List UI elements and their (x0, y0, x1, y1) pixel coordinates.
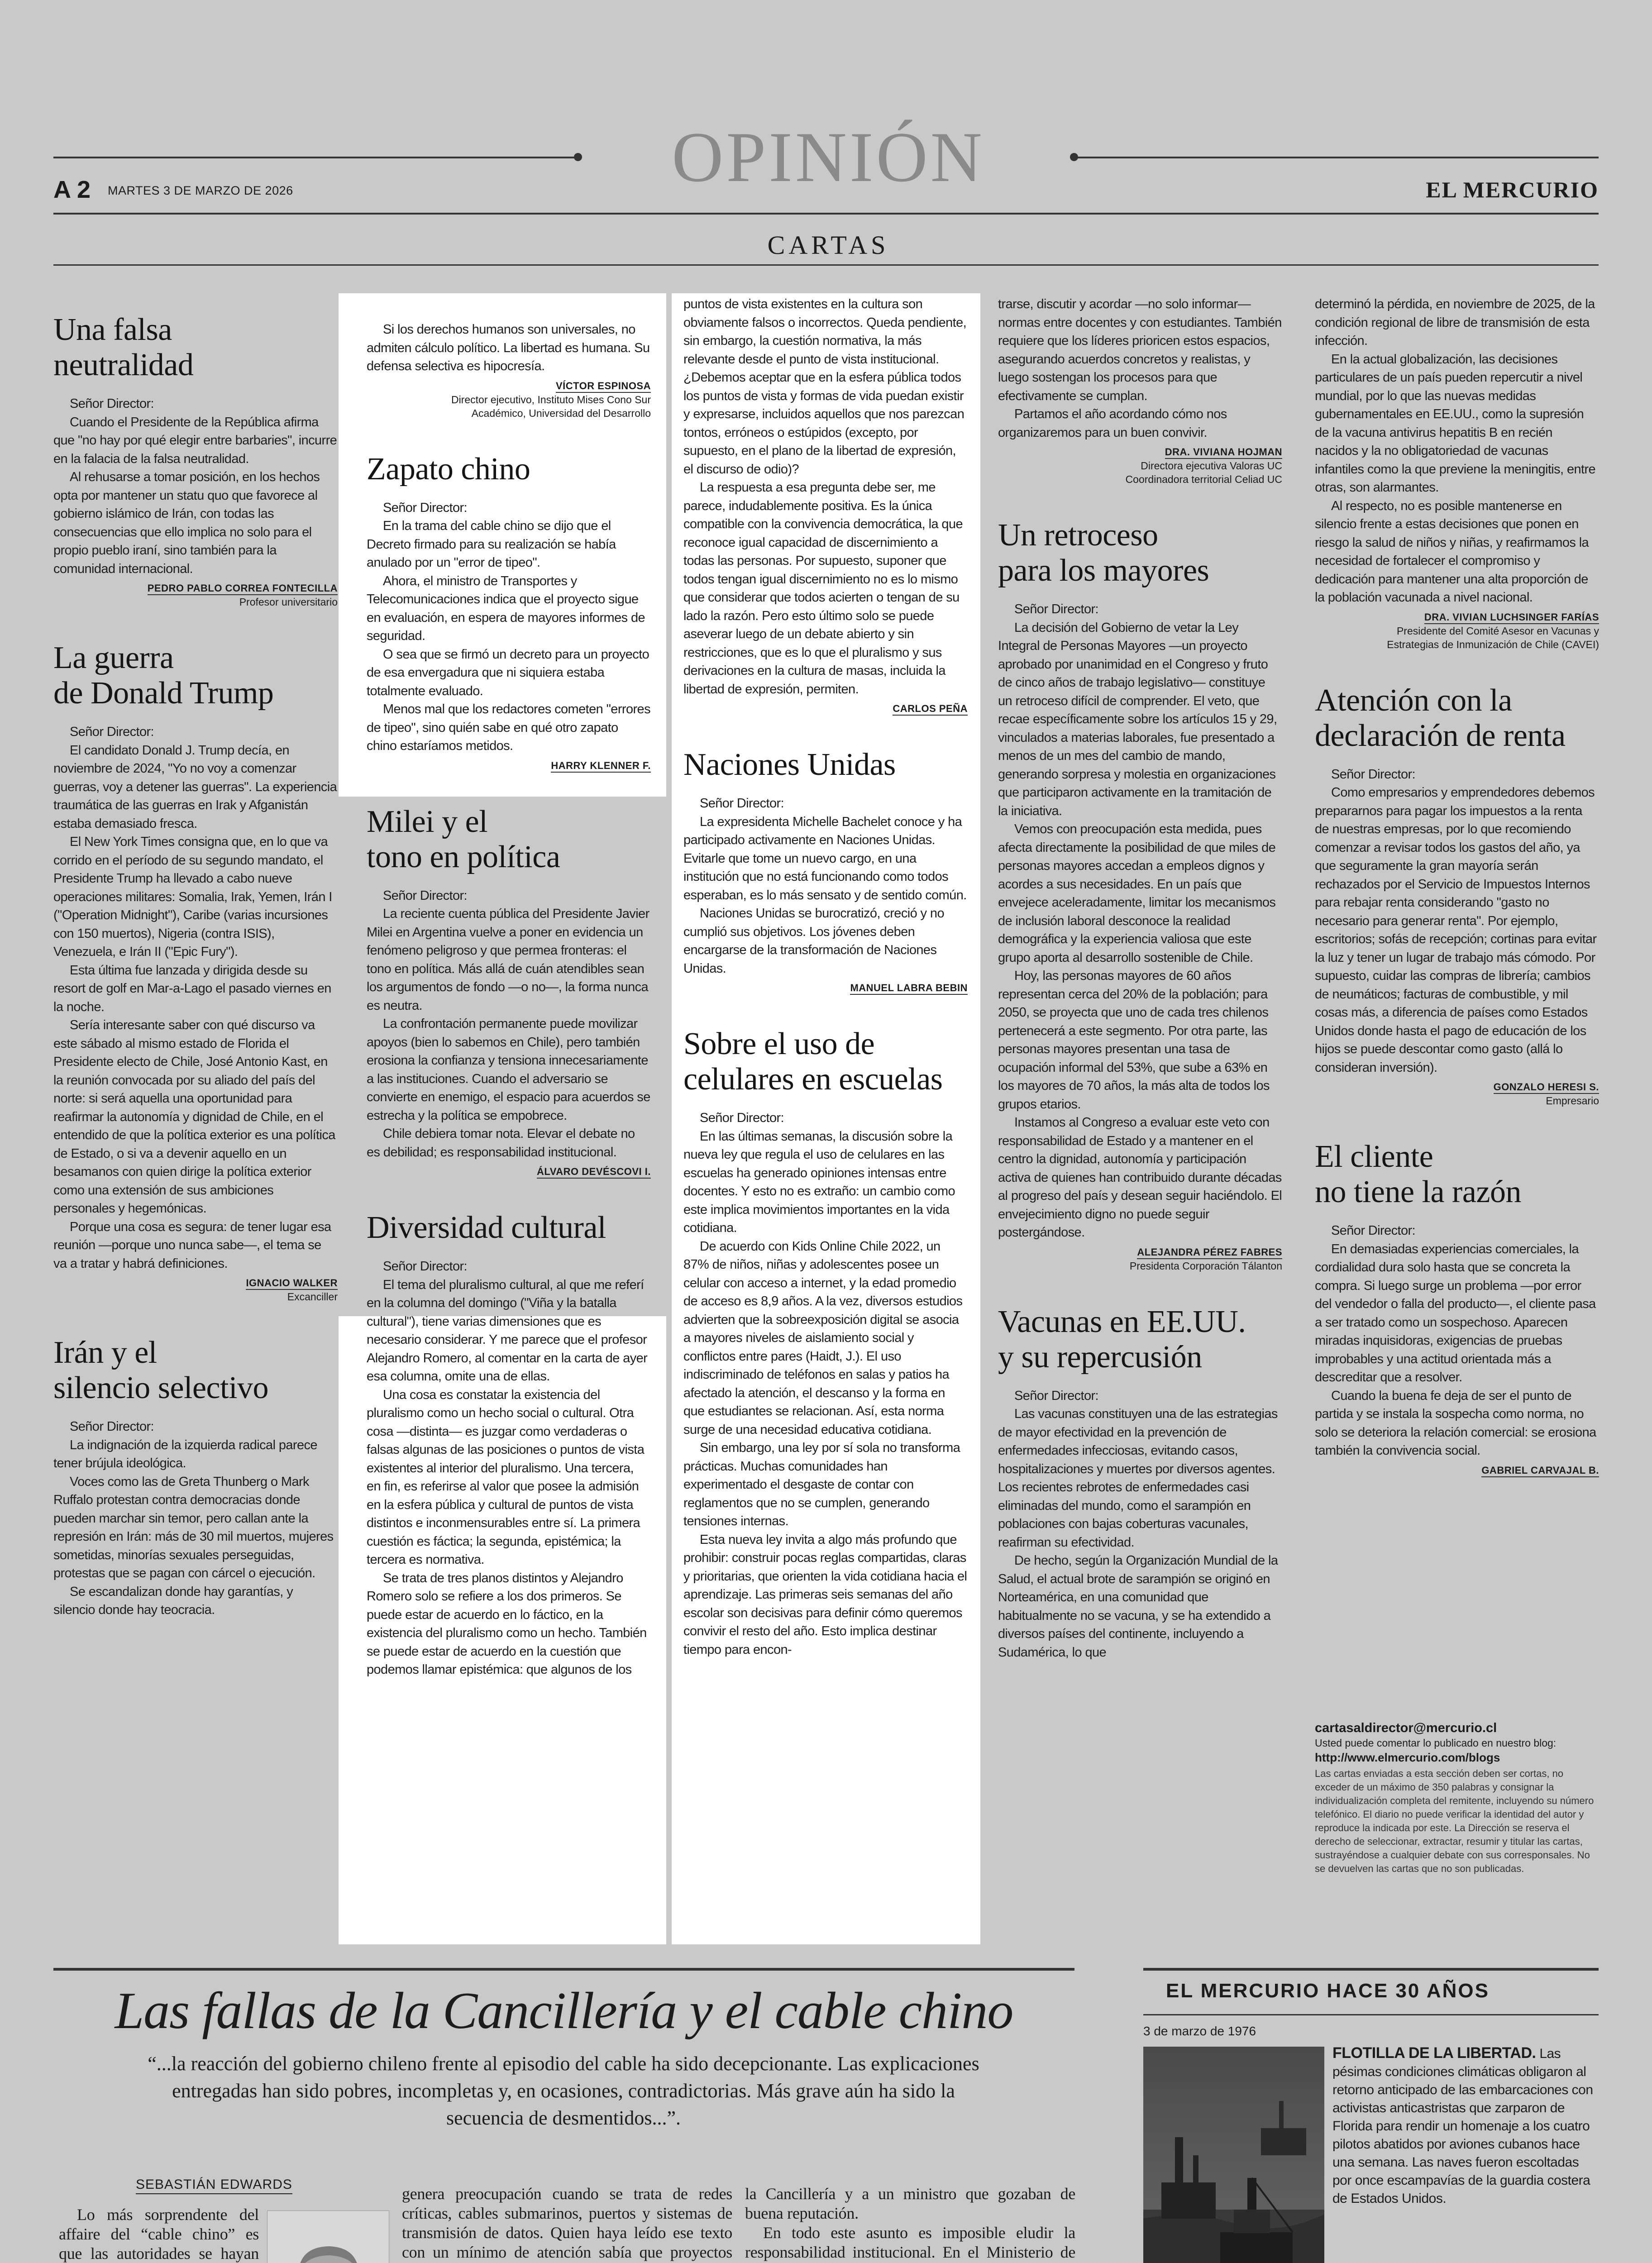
letter-title: Atención con la declaración de renta (1315, 683, 1566, 753)
column-top-rule (53, 1968, 1074, 1971)
letter (1315, 683, 1599, 1108)
letter (367, 804, 651, 1179)
letter-paragraph: O sea que se firmó un decreto para un proyecto de esa envergadura que ni siquiera estaba totalmente evaluado. (367, 647, 649, 698)
column-text-col3 (745, 2184, 1075, 2263)
letter (683, 1026, 968, 1659)
subsection-title: CARTAS (767, 230, 889, 260)
letter-salutation: Señor Director: (383, 888, 468, 903)
letter-title: Milei y el tono en política (367, 804, 560, 874)
column-headline: Las fallas de la Cancillería y el cable chino (115, 1982, 1013, 2040)
page-date: MARTES 3 DE MARZO DE 2026 (108, 184, 293, 197)
letter-body (367, 887, 651, 1162)
letter-signature: GONZALO HERESI S. (1494, 1081, 1599, 1094)
letter-body (367, 320, 651, 376)
letter-body (1315, 1222, 1599, 1460)
letter-salutation: Señor Director: (700, 796, 784, 811)
letter-signature: MANUEL LABRA BEBIN (850, 982, 968, 995)
hace30-photo (1143, 2047, 1324, 2263)
letter (53, 1335, 338, 1619)
contact-blog-intro: Usted puede comentar lo publicado en nuestro blog: (1315, 1737, 1557, 1749)
letter-paragraph: Se trata de tres planos distintos y Alejandro Romero solo se refiere a los dos primeros. Se puede estar de acuerdo en lo fáctico, en la existencia del pluralismo como un hecho. También se puede estar de acuerdo en la cuestión que podemos llamar epistémica: que algunos de los (367, 1571, 647, 1677)
column-author: SEBASTIÁN EDWARDS (136, 2177, 292, 2194)
letter-paragraph: Cuando el Presidente de la República afirma que "no hay por qué elegir entre barbaries", incurre en la falacia de la falsa neutralidad. (53, 415, 337, 466)
letter-paragraph: Hoy, las personas mayores de 60 años representan cerca del 20% de la población; para 2050, se proyecta que uno de cada tres chilenos pertenecerá a este segmento. Por otra parte, las personas mayores presentan una tasa de ocupación informal del 53%, que sube a 63% en los mayores de 70 años, la más alta de todos los grupos etarios. (998, 969, 1270, 1112)
letter-paragraph: Esta nueva ley invita a algo más profundo que prohibir: construir pocas reglas compartidas, claras y prioritarias, que orienten la vida cotidiana hacia el aprendizaje. Las primeras seis semanas del año escolar son decisivas para definir cómo queremos convivir el resto del año. Esto implica destinar tiempo para encon- (683, 1532, 967, 1657)
letter-salutation: Señor Director: (70, 725, 154, 739)
hace30-date: 3 de marzo de 1976 (1143, 2024, 1256, 2038)
letter-body (683, 794, 968, 978)
letter-title: Una falsa neutralidad (53, 312, 194, 382)
letter-title: Sobre el uso de celulares en escuelas (683, 1026, 943, 1097)
letter-signer-role: Directora ejecutiva Valoras UC Coordinadora territorial Celiad UC (1125, 460, 1282, 485)
letter (683, 747, 968, 995)
letter-body (998, 1387, 1282, 1662)
letter-paragraph: De acuerdo con Kids Online Chile 2022, un 87% de niños, niñas y adolescentes posee un celular con acceso a internet, y la edad promedio de acceso es 8,9 años. A la vez, diversos estudios advierten que la sobreexposición digital se asocia a mayores niveles de aislamiento social y conflictos entre pares (Haidt, J.). El uso indiscriminado de teléfonos en salas y patios ha afectado la atención, el descanso y la forma en que estudiantes se relacionan. Así, esta norma surge de una necesidad educativa cotidiana. (683, 1239, 963, 1437)
page-number: A 2 (53, 176, 91, 203)
letter-body (998, 295, 1282, 442)
contact-blog-link[interactable]: http://www.elmercurio.com/blogs (1315, 1751, 1500, 1764)
letter-title: El cliente no tiene la razón (1315, 1139, 1522, 1209)
letter-title: Vacunas en EE.UU. y su repercusión (998, 1304, 1246, 1375)
letter-paragraph: La respuesta a esa pregunta debe ser, me parece, indudablemente positiva. Es la única compatible con la convivencia democrática, la que reconoce igual capacidad de discernimiento a todas las personas. Por supuesto, suponer que todos tengan igual discernimiento no es lo mismo que considerar que todos acierten o tengan de su lado la razón. Pero esto último solo se puede aseverar luego de un debate abierto y sin restricciones, que es lo que el pluralismo y sus derivaciones en la cultura de masas, incluida la libertad de expresión, permiten. (683, 480, 963, 697)
contact-email[interactable]: cartasaldirector@mercurio.cl (1315, 1721, 1497, 1735)
letter-paragraph: Ahora, el ministro de Transportes y Telecomunicaciones indica que el proyecto sigue en evaluación, en espera de mayores informes de seguridad. (367, 573, 645, 643)
letter-paragraph: Naciones Unidas se burocratizó, creció y no cumplió sus objetivos. Los jóvenes deben encargarse de la transformación de Naciones Unidas. (683, 906, 944, 976)
letter-paragraph: La indignación de la izquierda radical parece tener brújula ideológica. (53, 1437, 317, 1470)
letter-salutation: Señor Director: (1331, 767, 1416, 782)
letter (367, 320, 651, 420)
letter-paragraph: Menos mal que los redactores cometen "errores de tipeo", sino quién sabe en qué otro zapato chino estaríamos metidos. (367, 702, 650, 753)
letter-signature: GABRIEL CARVAJAL B. (1481, 1465, 1599, 1477)
letter-salutation: Señor Director: (1331, 1223, 1416, 1238)
letter-salutation: Señor Director: (383, 1259, 468, 1274)
letter-paragraph: La reciente cuenta pública del Presidente Javier Milei en Argentina vuelve a poner en evidencia un fenómeno peligroso y que permea fronteras: el tono en política. Más allá de cuán atendibles sean los argumentos de fondo —o no—, la forma nunca es neutra. (367, 907, 649, 1013)
letter-signature: DRA. VIVIANA HOJMAN (1165, 446, 1282, 459)
letter-body (1315, 765, 1599, 1077)
letter-signature: DRA. VIVIAN LUCHSINGER FARÍAS (1424, 611, 1599, 624)
letter (53, 312, 338, 609)
letter-paragraph: En las últimas semanas, la discusión sobre la nueva ley que regula el uso de celulares en las escuelas ha generado opiniones intensas entre docentes. Y esto no es extraño: un cambio como este implica movimientos importantes en la vida cotidiana. (683, 1129, 955, 1235)
masthead-rule-bottom (53, 213, 1599, 215)
letter-paragraph: La expresidenta Michelle Bachelet conoce y ha participado activamente en Naciones Unidas. Evitarle que tome un nuevo cargo, en una institución que no está funcionando como todos esperaban, es lo más sensato y de sentido común. (683, 814, 967, 902)
letter-body (1315, 295, 1599, 607)
letter-title: Un retroceso para los mayores (998, 518, 1209, 588)
letter-paragraph: En demasiadas experiencias comerciales, la cordialidad dura solo hasta que se concreta la compra. Si luego surge un problema —por error del vendedor o falla del producto—, el cliente pasa a ser tratado como un sospechoso. Aparecen miradas inquisidoras, exigencias de pruebas improbables y una actitud orientada más a descreditar que a resolver. (1315, 1241, 1596, 1385)
letter-paragraph: En la actual globalización, las decisiones particulares de un país pueden repercutir a nivel mundial, por lo que las nuevas medidas gubernamentales en EE.UU., como la supresión de la vacuna antivirus hepatitis B en recién nacidos y la no obligatoriedad de vacunas infantiles como la que previene la meningitis, entre otras, son alarmantes. (1315, 352, 1596, 495)
letter-salutation: Señor Director: (70, 396, 154, 411)
contact-box (1315, 1720, 1599, 1876)
letter-paragraph: Al respecto, no es posible mantenerse en silencio frente a estas decisiones que ponen en riesgo la salud de niños y niñas, y reafirmamos la necesidad de fortalecer el compromiso y dedicación para mantener una alta proporción de la población vacunada a nivel nacional. (1315, 498, 1589, 605)
letter-paragraph: Si los derechos humanos son universales, no admiten cálculo político. La libertad es humana. Su defensa selectiva es hipocresía. (367, 322, 650, 373)
column-lead: Lo más sorprendente del affaire del “cable chino” es que las autoridades se hayan (59, 2206, 259, 2263)
hace30-item1 (1332, 2044, 1599, 2208)
column-paragraph: genera preocupación cuando se trata de redes críticas, cables submarinos, puertos y sistemas de transmisión de datos. Quien haya leído ese texto con un mínimo de atención sabía que proyectos (402, 2185, 732, 2261)
letter-body (683, 1109, 968, 1659)
letter (1315, 1139, 1599, 1477)
letter-body (367, 1257, 651, 1679)
letters-column-1 (53, 312, 338, 1651)
letter (367, 452, 651, 773)
column-lead-wrap (59, 2205, 389, 2263)
letter-paragraph: El tema del pluralismo cultural, al que me referí en la columna del domingo ("Viña y la batalla cultural"), tiene varias dimensiones que es necesario considerar. Y me parece que el profesor Alejandro Romero, al comentar en la carta de ayer esa columna, omite una de ellas. (367, 1277, 648, 1384)
author-photo (267, 2210, 389, 2263)
letter-body (53, 723, 338, 1273)
hace30-header: EL MERCURIO HACE 30 AÑOS (1166, 1980, 1490, 2002)
letter-paragraph: Sería interesante saber con qué discurso va este sábado al mismo estado de Florida el Presidente electo de Chile, José Antonio Kast, en la reunión convocada por su aliado del país del norte: si será aquella una oportunidad para reafirmar la autonomía y dignidad de Chile, en el entendido de que la política exterior es una política de Estado, o si va a devenir aquello en un besamanos con quien dirige la política exterior como una extensión de sus ambiciones personales y hegemónicas. (53, 1018, 335, 1216)
letter-title: Naciones Unidas (683, 747, 896, 782)
hace30-header-rule (1143, 2014, 1599, 2015)
letter-paragraph: Al rehusarse a tomar posición, en los hechos opta por mantener un statu quo que favorece al gobierno islámico de Irán, con todas las consecuencias que ello implica no solo para el propio pueblo iraní, sino también para la comunidad internacional. (53, 470, 320, 576)
letter-title: Diversidad cultural (367, 1210, 606, 1245)
letter (683, 295, 968, 716)
letter-paragraph: Voces como las de Greta Thunberg o Mark Ruffalo protestan contra democracias donde pueden marchar sin temor, pero callan ante la represión en Irán: más de 30 mil muertos, mujeres sometidas, minorías sexuales perseguidas, protestas que se pagan con cárcel o ejecución. (53, 1474, 334, 1580)
letter (998, 1304, 1282, 1662)
letter (998, 518, 1282, 1273)
letter-paragraph: Partamos el año acordando cómo nos organizaremos para un buen convivir. (998, 407, 1227, 440)
letter-paragraph: Chile debiera tomar nota. Elevar el debate no es debilidad; es responsabilidad institucional. (367, 1127, 635, 1160)
masthead-rule-right (1075, 157, 1599, 158)
letter-signer-role: Director ejecutivo, Instituto Mises Cono Sur Académico, Universidad del Desarrollo (451, 393, 651, 419)
masthead-rule-left (53, 157, 578, 158)
letter-paragraph: Se escandalizan donde hay garantías, y silencio donde hay teocracia. (53, 1584, 293, 1617)
column-text-col2 (402, 2184, 732, 2263)
column-pullquote: “...la reacción del gobierno chileno frente al episodio del cable ha sido decepcionante. Las explicaciones entregadas han sido pobres, incompletas y, en ocasiones, contradictorias. Más grave aún ha sido la secuencia de desmentidos...”. (148, 2053, 979, 2129)
letter-paragraph: Una cosa es constatar la existencia del pluralismo como un hecho social o cultural. Otra cosa —distinta— es juzgar como verdaderas o falsas algunas de las posiciones o puntos de vista existentes al interior del pluralismo. Una tercera, en fin, es referirse al valor que posee la admisión en la esfera pública y cultural de puntos de vista distintos e inconmensurables entre sí. La primera cuestión es fáctica; la segunda, epistémica; la tercera es normativa. (367, 1387, 645, 1567)
letters-column-3 (683, 295, 968, 1690)
letter-title: Irán y el silencio selectivo (53, 1335, 269, 1405)
letter-paragraph: De hecho, según la Organización Mundial de la Salud, el actual brote de sarampión se originó en Norteamérica, en una comunidad que habitualmente no se vacuna, y se ha extendido a diversos países del continente, incluyendo a Sudamérica, lo que (998, 1553, 1278, 1660)
letter-paragraph: puntos de vista existentes en la cultura son obviamente falsos o incorrectos. Queda pendiente, sin embargo, la cuestión normativa, la más relevante desde el punto de vista institucional. ¿Debemos aceptar que en la esfera pública todos los puntos de vista y formas de vida puedan existir y expresarse, incluidos aquellos que nos parezcan tontos, erróneos o estúpidos (excepto, por supuesto, en el plano de la libertad de expresión, el discurso de odio)? (683, 297, 967, 477)
letter-signature: PEDRO PABLO CORREA FONTECILLA (148, 582, 338, 595)
section-title: OPINIÓN (672, 118, 985, 197)
contact-notice: Las cartas enviadas a esta sección deben ser cortas, no exceder de un máximo de 350 palabras y consignar la individualización completa del remitente, incluyendo su número telefónico. El diario no puede verificar la identidad del autor y reproduce la indicada por este. La Dirección se reserva el derecho de seleccionar, extractar, resumir y titular las cartas, sustrayéndose a cualquier debate con sus corresponsales. No se devuelven las cartas que no son publicadas. (1315, 1768, 1594, 1874)
letter-paragraph: Instamos al Congreso a evaluar este veto con responsabilidad de Estado y a mantener en el centro la dignidad, autonomía y participación activa de quienes han contribuido durante décadas al progreso del país y desean seguir haciéndolo. El envejecimiento digno no puede seguir postergándose. (998, 1115, 1282, 1240)
letter-body (53, 395, 338, 578)
letter-signature: CARLOS PEÑA (893, 703, 968, 716)
letter-paragraph: determinó la pérdida, en noviembre de 2025, de la condición regional de libre de transmisión de esta infección. (1315, 297, 1595, 348)
paper-name: EL MERCURIO (1426, 177, 1599, 202)
subsection-rule (53, 264, 1599, 266)
letter-paragraph: En la trama del cable chino se dijo que el Decreto firmado para su realización se había anulado por un "error de tipeo". (367, 519, 616, 570)
letter-signer-role: Presidente del Comité Asesor en Vacunas y Estrategias de Inmunización de Chile (CAVEI) (1387, 625, 1599, 650)
harbor-ships-icon (1143, 2047, 1324, 2263)
letter-signer-role: Excanciller (287, 1291, 338, 1303)
author-portrait-svg (267, 2211, 389, 2263)
letter-paragraph: Esta última fue lanzada y dirigida desde su resort de golf en Mar-a-Lago el pasado viernes en la noche. (53, 963, 331, 1014)
letter-paragraph: Sin embargo, una ley por sí sola no transforma prácticas. Muchas comunidades han experimentado el desgaste de contar con reglamentos que no se cumplen, generando tensiones internas. (683, 1441, 960, 1528)
letters-column-5 (1315, 295, 1599, 1509)
hace30-item1-text: Las pésimas condiciones climáticas obligaron al retorno anticipado de las embarcaciones con activistas anticastristas que zarparon de Florida para rendir un homenaje a los cuatro pilotos abatidos por aviones cubanos hace una semana. Las naves fueron escoltadas por once escampavías de la guardia costera de Estados Unidos. (1332, 2046, 1593, 2206)
hace30-item1-head: FLOTILLA DE LA LIBERTAD. (1332, 2044, 1536, 2062)
letter (1315, 295, 1599, 651)
letter-signature: IGNACIO WALKER (246, 1277, 338, 1290)
letter-paragraph: La confrontación permanente puede movilizar apoyos (bien lo sabemos en Chile), pero también erosiona la confianza y tensiona innecesariamente a las instituciones. Cuando el adversario se convierte en enemigo, el espacio para acuerdos se estrecha y la política se empobrece. (367, 1017, 650, 1123)
column-paragraph: la Cancillería y a un ministro que gozaban de buena reputación. (745, 2185, 1075, 2222)
letter (367, 1210, 651, 1679)
hace30-top-rule (1143, 1968, 1599, 1971)
letter-salutation: Señor Director: (70, 1419, 154, 1434)
rule-dot-left (574, 153, 582, 161)
letter-signer-role: Empresario (1546, 1095, 1599, 1107)
letter-paragraph: El candidato Donald J. Trump decía, en noviembre de 2024, "Yo no voy a comenzar guerras, voy a detener las guerras". La experiencia traumática de las guerras en Irak y Afganistán estaba demasiado fresca. (53, 743, 337, 831)
letter-signature: ÁLVARO DEVÉSCOVI I. (537, 1166, 651, 1179)
letter-paragraph: Cuando la buena fe deja de ser el punto de partida y se instala la sospecha como norma, no solo se deteriora la relación comercial: se erosiona también la convivencia social. (1315, 1388, 1596, 1458)
letter-paragraph: Como empresarios y emprendedores debemos prepararnos para pagar los impuestos a la renta de nuestras empresas, por lo que recomiendo comenzar a revisar todos los gastos del año, ya que seguramente la gran mayoría serán rechazados por el Servicio de Impuestos Internos para rebajar renta considerando "gasto no necesario para generar renta". Por ejemplo, escritorios; sofás de recepción; cortinas para evitar la luz y tener un lugar de trabajo más cómodo. Por supuesto, cuidar las compras de librería; cambios de neumáticos; facturas de combustible, y mil cosas más, a diferencia de países como Estados Unidos donde hasta el pago de educación de los hijos se puede descontar como gasto (allá lo consideran inversión). (1315, 785, 1597, 1075)
letters-column-4 (998, 295, 1282, 1693)
letter-body (367, 499, 651, 755)
letter-signer-role: Profesor universitario (239, 596, 338, 608)
letter-paragraph: El New York Times consigna que, en lo que va corrido en el período de su segundo mandato, el Presidente Trump ha llevado a cabo nueve operaciones militares: Somalia, Irak, Yemen, Irán I ("Operation Midnight"), Caribe (varias incursiones con 150 muertos), Nigeria (contra ISIS), Venezuela, e Irán II ("Epic Fury"). (53, 835, 332, 959)
letter-paragraph: Vemos con preocupación esta medida, pues afecta directamente la posibilidad de que miles de personas mayores accedan a empleos dignos y acordes a sus necesidades. En un país que envejece aceleradamente, limitar los mecanismos de inclusión laboral desconoce la realidad demográfica y la experiencia valiosa que este grupo aporta al desarrollo sostenible de Chile. (998, 822, 1276, 965)
letter-title: Zapato chino (367, 451, 530, 487)
letter-signature: HARRY KLENNER F. (551, 760, 651, 773)
letter-title: La guerra de Donald Trump (53, 640, 274, 711)
letter-salutation: Señor Director: (383, 500, 468, 515)
letter-salutation: Señor Director: (700, 1111, 784, 1125)
letter-body (998, 600, 1282, 1242)
letter-signature: VÍCTOR ESPINOSA (556, 380, 651, 393)
letter-signer-role: Presidenta Corporación Tálanton (1129, 1260, 1282, 1272)
letter (53, 640, 338, 1303)
letter-paragraph: trarse, discutir y acordar —no solo informar— normas entre docentes y con estudiantes. También requiere que los líderes prioricen estos espacios, asegurando acuerdos concretos y realistas, y luego sostengan los procesos para que efectivamente se cumplan. (998, 297, 1282, 403)
letters-column-2 (367, 320, 651, 1711)
letter-signature: ALEJANDRA PÉREZ FABRES (1137, 1246, 1282, 1259)
letter-body (683, 295, 968, 698)
letter-paragraph: La decisión del Gobierno de vetar la Ley Integral de Personas Mayores —un proyecto aprobado por unanimidad en el Congreso y fruto de cinco años de trabajo legislativo— constituye un retroceso difícil de comprender. El veto, que recae específicamente sobre los artículos 15 y 29, vinculados a materias laborales, fue presentado a menos de un mes del cambio de mando, generando sorpresa y molestia en organizaciones que participaron activamente en la tramitación de la iniciativa. (998, 620, 1277, 818)
letter-salutation: Señor Director: (1014, 602, 1099, 616)
letter (998, 295, 1282, 486)
letter-body (53, 1418, 338, 1619)
letter-salutation: Señor Director: (1014, 1388, 1099, 1403)
column-text-col1 (59, 2205, 389, 2263)
letter-paragraph: Las vacunas constituyen una de las estrategias de mayor efectividad en la prevención de enfermedades infecciosas, evitando casos, hospitalizaciones y muertes por diversos agentes. Los recientes rebrotes de enfermedades casi eliminadas del mundo, como el sarampión en poblaciones con bajas coberturas vacunales, reafirman su efectividad. (998, 1407, 1278, 1550)
letter-paragraph: Porque una cosa es segura: de tener lugar esa reunión —porque uno nunca sabe—, el tema se va a tratar y habrá definiciones. (53, 1219, 331, 1271)
column-paragraph: En todo este asunto es imposible eludir la responsabilidad institucional. En el Ministerio de (745, 2224, 1075, 2261)
